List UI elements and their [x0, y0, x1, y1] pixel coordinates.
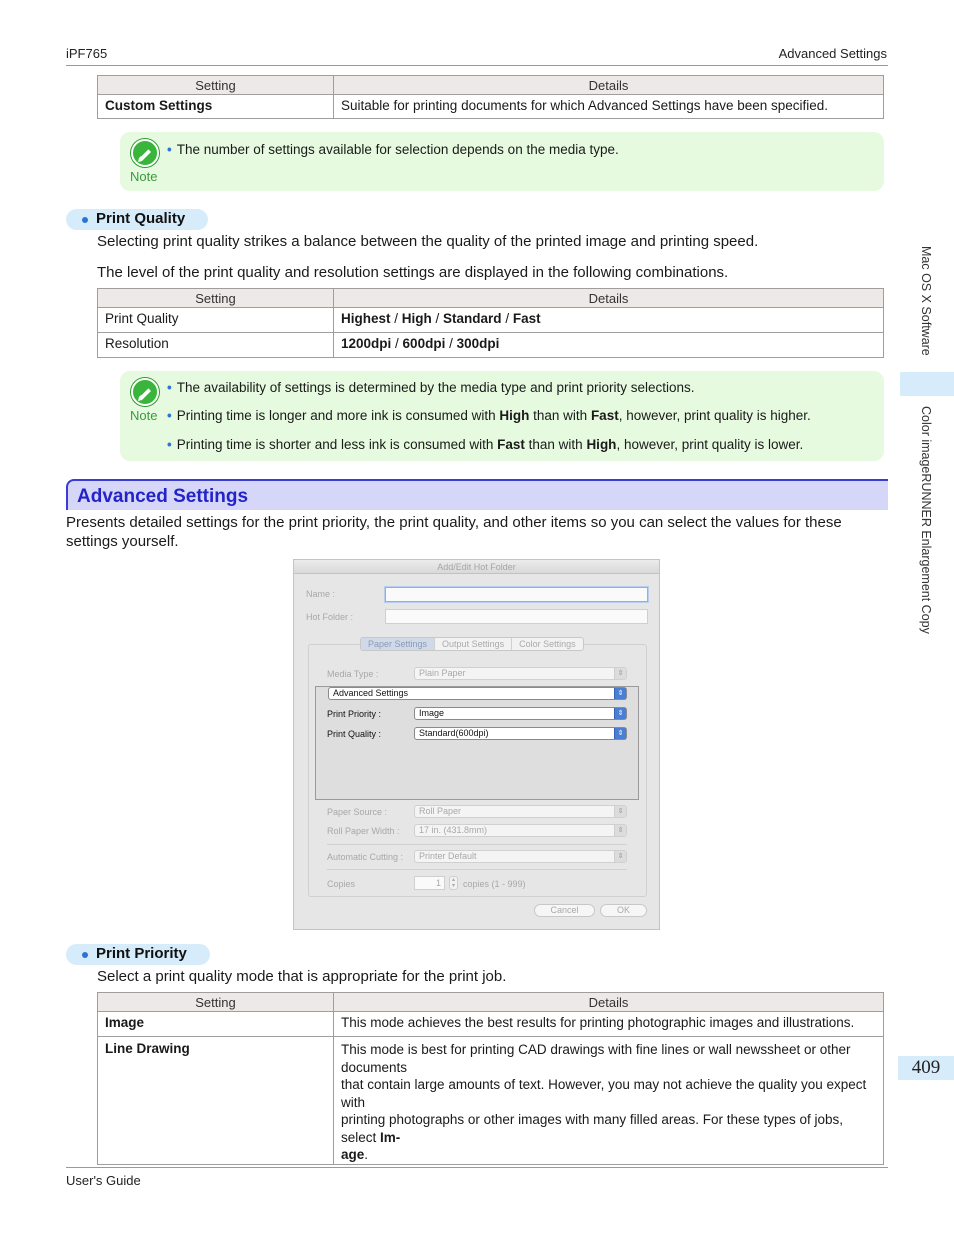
note-item: • The number of settings available for selection depends on the media type.: [167, 142, 619, 157]
print-priority-heading: Print Priority: [66, 944, 210, 965]
advanced-intro-line1: Presents detailed settings for the print priority, the print quality, and other items so you can select the values for these: [66, 514, 842, 531]
note-box: [120, 132, 884, 191]
print-quality-para2: The level of the print quality and resolution settings are displayed in the following combinations.: [97, 264, 729, 281]
note-pencil-icon: [131, 378, 159, 406]
name-label: Name :: [306, 589, 336, 599]
note-pencil-icon: [131, 139, 159, 167]
table-header: Details: [334, 993, 884, 1012]
table-header: Details: [334, 76, 884, 95]
chevron-updown-icon: ⇕: [614, 806, 626, 817]
chevron-updown-icon: ⇕: [614, 728, 626, 739]
ok-button[interactable]: OK: [600, 904, 647, 917]
header-right: Advanced Settings: [778, 46, 887, 61]
side-tab-mac-os-x-software[interactable]: Mac OS X Software: [919, 246, 933, 356]
table-header: Setting: [98, 993, 334, 1012]
table-row: [98, 95, 884, 119]
divider: [327, 869, 627, 870]
print-quality-para1: Selecting print quality strikes a balance between the quality of the printed image and printing speed.: [97, 233, 759, 250]
print-quality-heading: Print Quality: [66, 209, 208, 230]
footer-rule: [66, 1167, 888, 1168]
note-item: • Printing time is shorter and less ink is consumed with Fast than with High, however, print quality is lower.: [167, 437, 804, 452]
media-type-select[interactable]: Plain Paper ⇕: [414, 667, 627, 680]
copies-label: Copies: [327, 879, 356, 889]
hot-folder-label: Hot Folder :: [306, 612, 354, 622]
bullet-icon: [82, 217, 88, 223]
table-row: [98, 1037, 884, 1165]
note-label: Note: [130, 408, 158, 423]
header-left: iPF765: [66, 46, 108, 61]
page-number: 409: [898, 1056, 954, 1080]
setting-cell: Custom Settings: [105, 98, 213, 113]
roll-width-select[interactable]: 17 in. (431.8mm) ⇕: [414, 824, 627, 837]
copies-input[interactable]: 1: [414, 876, 445, 890]
tab-output-settings[interactable]: Output Settings: [435, 638, 512, 650]
print-quality-label: Print Quality :: [327, 729, 382, 739]
table-row: [98, 333, 884, 358]
bullet-icon: [82, 952, 88, 958]
details-cell: This mode achieves the best results for printing photographic images and illustrations.: [334, 1012, 884, 1037]
settings-tabs: [360, 637, 584, 651]
table-header: Details: [334, 289, 884, 308]
advanced-intro-line2: settings yourself.: [66, 533, 179, 550]
dialog-title: Add/Edit Hot Folder: [294, 560, 659, 574]
print-priority-para: Select a print quality mode that is appropriate for the print job.: [97, 968, 507, 985]
setting-cell: Line Drawing: [105, 1041, 190, 1056]
tab-paper-settings[interactable]: Paper Settings: [361, 638, 435, 650]
details-cell: This mode is best for printing CAD drawings with fine lines or wall newssheet or other documents that contain large amounts of text. However, you may not achieve the quality you expect with printing photographs or other images with many filled areas. For these types of jobs, select Im- age.: [334, 1037, 884, 1165]
setting-cell: Print Quality: [98, 308, 334, 333]
name-input[interactable]: [385, 587, 648, 602]
tab-color-settings[interactable]: Color Settings: [519, 639, 576, 649]
setting-cell: Image: [105, 1015, 145, 1030]
chevron-updown-icon: ⇕: [614, 825, 626, 836]
dialog-screenshot: [293, 559, 660, 930]
media-type-label: Media Type :: [327, 669, 379, 679]
setting-cell: Resolution: [98, 333, 334, 358]
note-item: • Printing time is longer and more ink is consumed with High than with Fast, however, print quality is higher.: [167, 408, 811, 423]
advanced-panel: [315, 686, 639, 800]
section-heading: [66, 479, 888, 510]
roll-width-label: Roll Paper Width :: [327, 826, 400, 836]
note-item: • The availability of settings is determined by the media type and print priority selections.: [167, 380, 695, 395]
print-priority-select[interactable]: Image ⇕: [414, 707, 627, 720]
chevron-updown-icon: ⇕: [614, 708, 626, 719]
custom-settings-table: [97, 75, 884, 119]
table-row: [98, 1012, 884, 1037]
cancel-button[interactable]: Cancel: [534, 904, 595, 917]
details-cell: Highest / High / Standard / Fast: [334, 308, 884, 333]
print-quality-select[interactable]: Standard(600dpi) ⇕: [414, 727, 627, 740]
section-title: Advanced Settings: [77, 486, 249, 507]
chevron-updown-icon: ⇕: [614, 668, 626, 679]
print-priority-label: Print Priority :: [327, 709, 382, 719]
note-box: [120, 371, 884, 461]
details-cell: Suitable for printing documents for which Advanced Settings have been specified.: [334, 95, 884, 119]
details-cell: 1200dpi / 600dpi / 300dpi: [334, 333, 884, 358]
chevron-updown-icon: ⇕: [614, 688, 626, 699]
table-header: Setting: [98, 76, 334, 95]
footer-left: User's Guide: [66, 1173, 141, 1188]
note-label: Note: [130, 169, 158, 184]
side-tab-color-imagerunner[interactable]: Color imageRUNNER Enlargement Copy: [919, 406, 933, 634]
print-priority-table: [97, 992, 884, 1165]
copies-stepper-icon[interactable]: ▴ ▾: [449, 876, 458, 890]
header-rule: [66, 65, 888, 66]
paper-source-label: Paper Source :: [327, 807, 388, 817]
table-row: [98, 308, 884, 333]
auto-cut-label: Automatic Cutting :: [327, 852, 404, 862]
hot-folder-input[interactable]: [385, 609, 648, 624]
chevron-updown-icon: ⇕: [614, 851, 626, 862]
divider: [327, 844, 627, 845]
side-tab-marker: [900, 372, 954, 396]
table-header: Setting: [98, 289, 334, 308]
panel-mode-select[interactable]: Advanced Settings ⇕: [328, 687, 627, 700]
print-quality-table: [97, 288, 884, 358]
copies-range: copies (1 - 999): [463, 879, 526, 889]
paper-source-select[interactable]: Roll Paper ⇕: [414, 805, 627, 818]
auto-cut-select[interactable]: Printer Default ⇕: [414, 850, 627, 863]
